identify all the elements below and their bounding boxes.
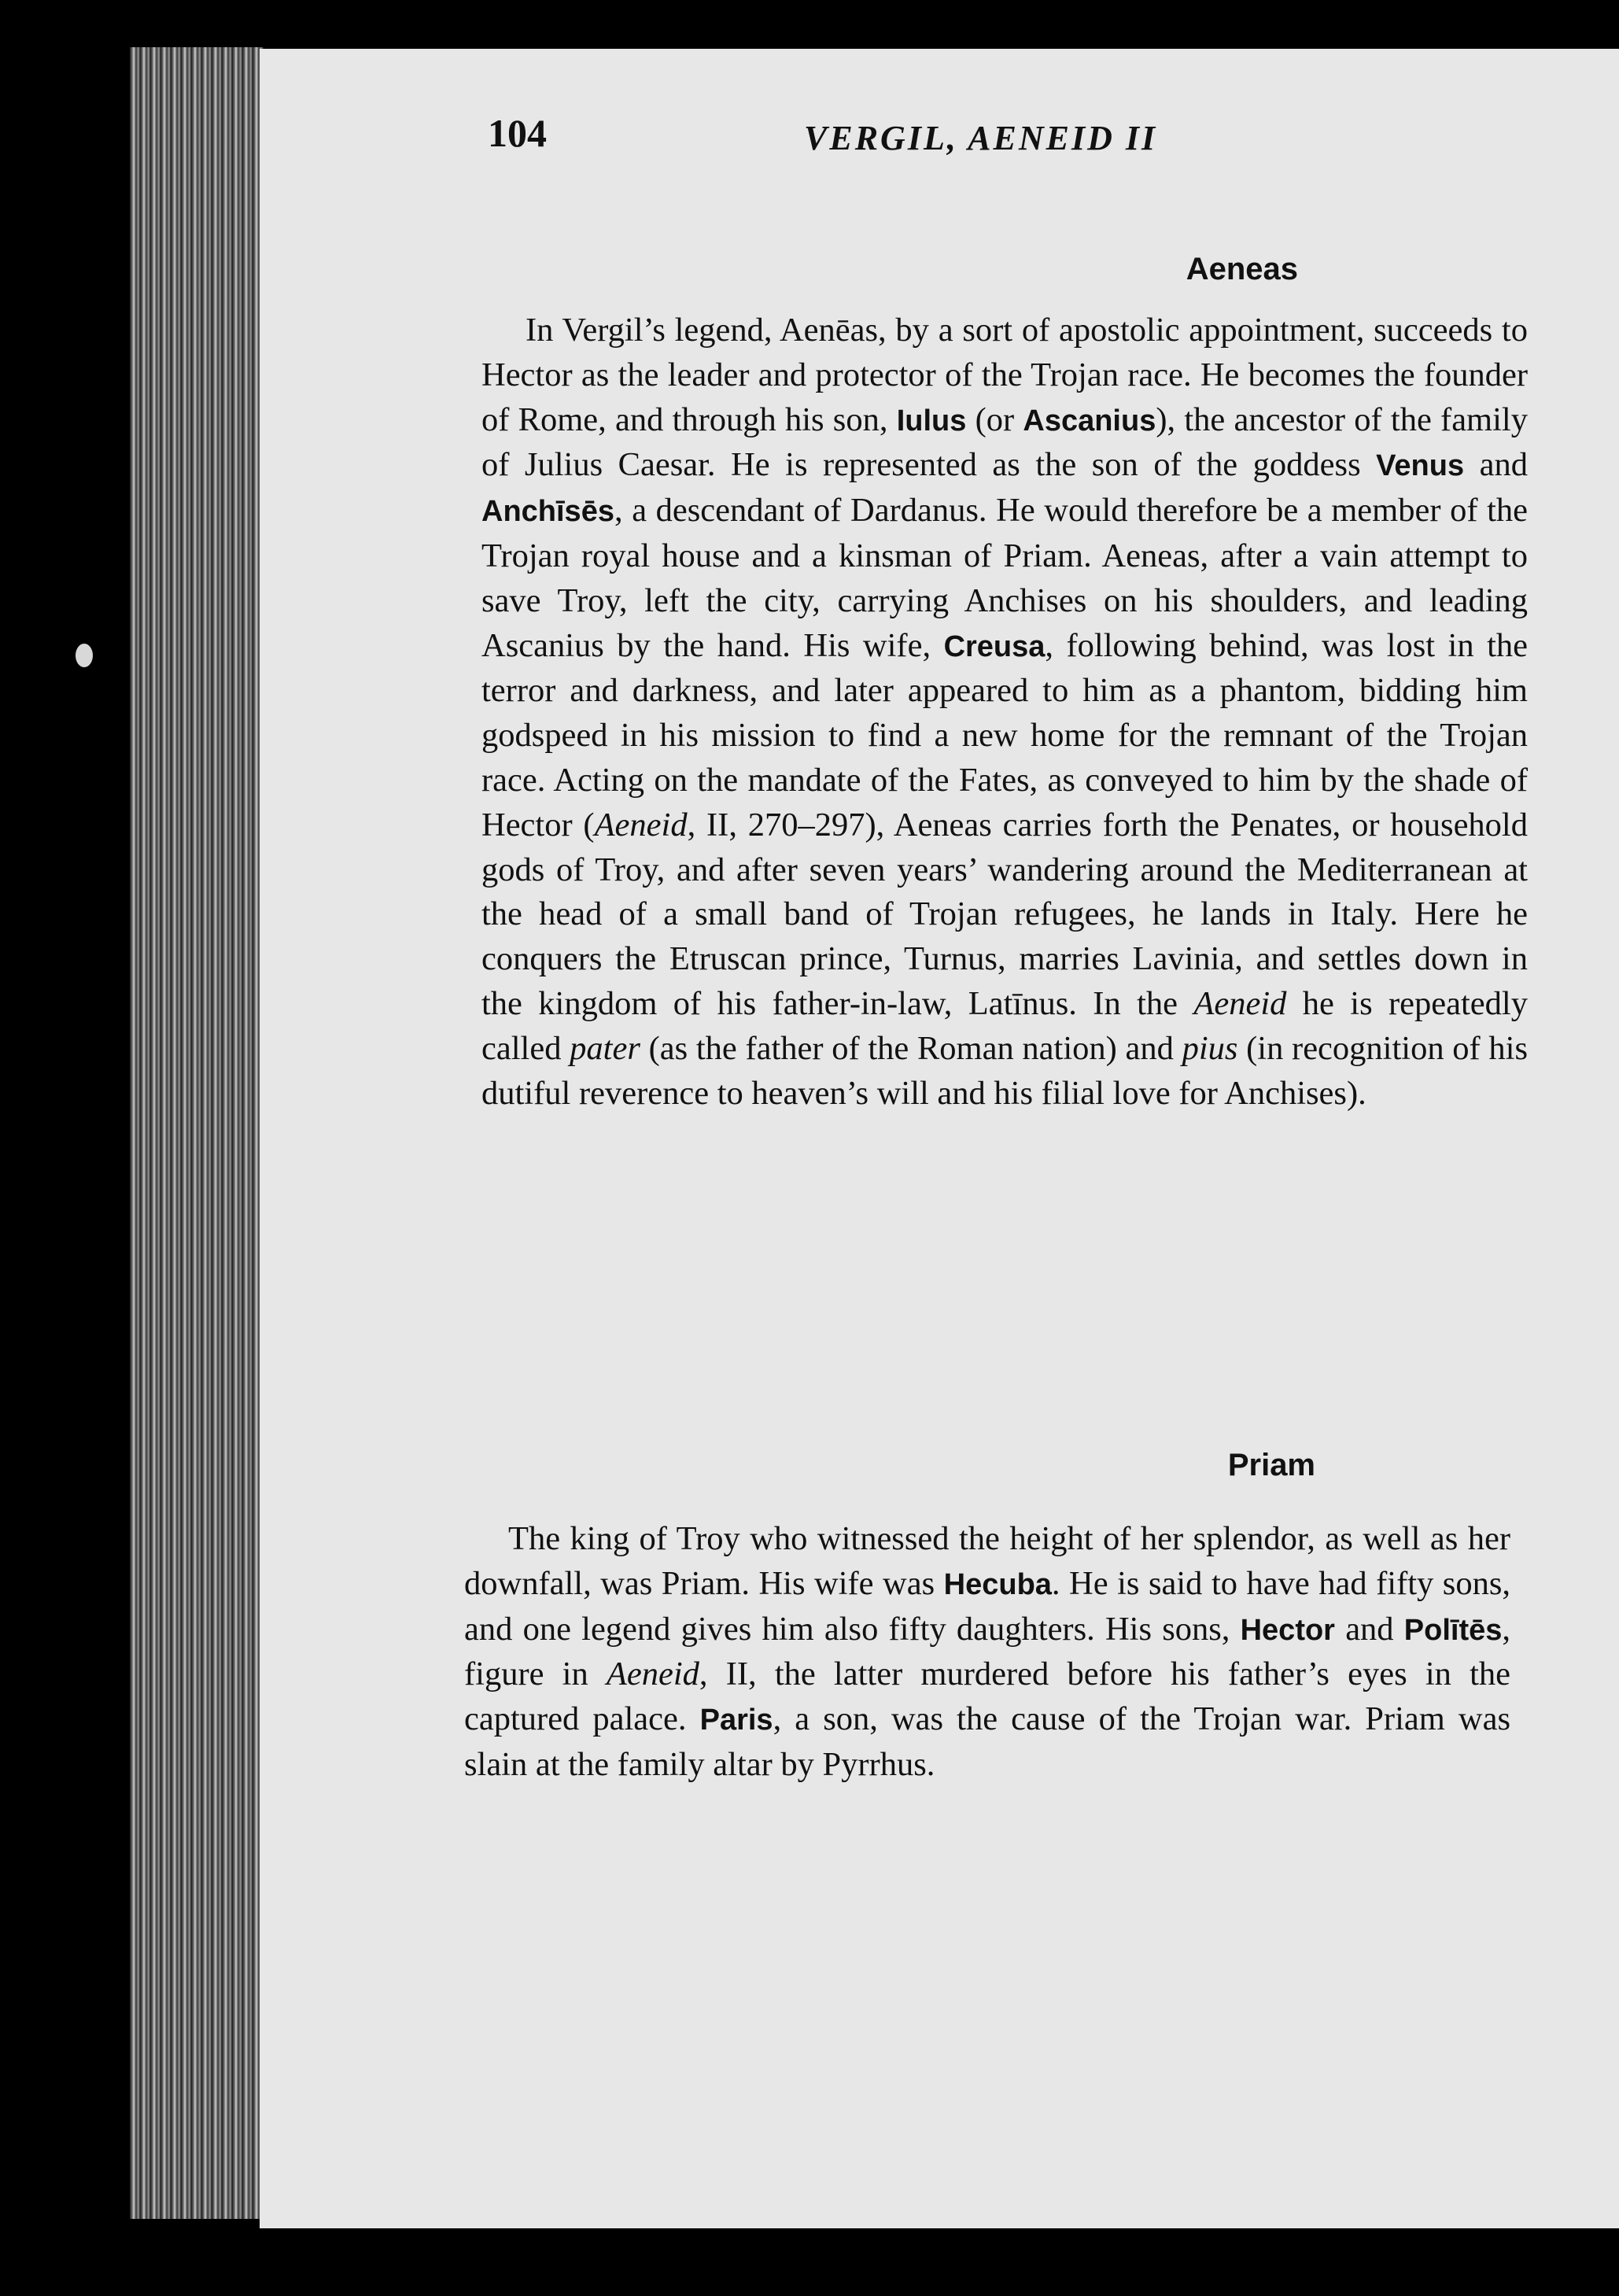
text-run: The king of Troy who witnessed the height of her splendor, as well as her downfall, was Priam. His wife was — [464, 1520, 1510, 1602]
paragraph-priam — [464, 1517, 1510, 1788]
text-run: In Vergil’s legend, Aenēas, by a sort of apostolic appointment, succeeds to Hector as the leader and protector of the Trojan race. He becomes the founder of Rome, and through his son, — [481, 312, 1528, 438]
proper-name-term: Polītēs — [1403, 1613, 1503, 1647]
page-number: 104 — [488, 111, 547, 155]
book-page-edges — [130, 47, 264, 2219]
text-run: , a descendant of Dardanus. He would therefore be a member of the Trojan royal house and a kinsman of Priam. Aeneas, after a vain attempt to save Troy, left the city, carrying Anchises on his shoulders, and leading Ascanius by the hand. His wife, — [481, 492, 1528, 664]
running-title: VERGIL, AENEID II — [804, 119, 1158, 157]
paper-speck — [76, 644, 93, 667]
text-run: ), the ancestor of the family of Julius Caesar. He is represented as the son of the goddess — [481, 401, 1528, 484]
italic-text: pius — [1182, 1029, 1238, 1067]
section-heading-priam: Priam — [1227, 1448, 1315, 1482]
italic-text: Aeneid — [1193, 984, 1287, 1022]
text-run: and — [1334, 1610, 1404, 1648]
text-run: (or — [966, 401, 1023, 438]
proper-name-term: Iulus — [896, 404, 967, 437]
text-run: and — [1464, 446, 1528, 484]
section-body-priam — [464, 1517, 1510, 1788]
italic-text: Aeneid — [594, 806, 688, 843]
text-run: , II, 270–297), Aeneas carries forth the Penates, or household gods of Troy, and after seven years’ wandering around the Mediterranean at the head of a small band of Trojan refugees, he lands in Italy. Here he conquers the Etruscan prince, Turnus, marries Lavinia, and settles down in the kingdom of his father-in-law, Latīnus. In the — [481, 806, 1528, 1022]
proper-name-term: Anchīsēs — [481, 495, 614, 529]
text-run: . He is said to have had fifty sons, and one legend gives him also fifty daughters. His sons, — [464, 1564, 1510, 1648]
italic-text: pater — [570, 1029, 640, 1067]
section-heading-aeneas: Aeneas — [1186, 252, 1298, 286]
proper-name-term: Hecuba — [943, 1567, 1052, 1601]
proper-name-term: Paris — [699, 1704, 773, 1737]
text-run: , following behind, was lost in the terror and darkness, and later appeared to him as a phantom, bidding him godspeed in his mission to find a new home for the remnant of the Trojan race. Acting on the mandate of the Fates, as conveyed to him by the shade of Hector ( — [481, 626, 1528, 843]
text-run: , figure in — [464, 1610, 1510, 1693]
text-run: , II, the latter murdered before his father’s eyes in the captured palace. — [464, 1656, 1510, 1738]
proper-name-term: Venus — [1376, 449, 1465, 483]
text-run: , a son, was the cause of the Trojan war. Priam was slain at the family altar by Pyrrhus. — [464, 1700, 1510, 1783]
italic-text: Aeneid — [606, 1656, 699, 1693]
proper-name-term: Creusa — [943, 629, 1046, 663]
text-run: he is repeatedly called — [481, 984, 1528, 1067]
section-body-aeneas — [481, 308, 1528, 1116]
text-run: (as the father of the Roman nation) and — [640, 1029, 1182, 1067]
proper-name-term: Hector — [1240, 1613, 1335, 1647]
text-run: (in recognition of his dutiful reverence to heaven’s will and his filial love for Anchises). — [481, 1029, 1528, 1112]
paragraph-aeneas — [481, 308, 1528, 1116]
proper-name-term: Ascanius — [1023, 404, 1156, 437]
